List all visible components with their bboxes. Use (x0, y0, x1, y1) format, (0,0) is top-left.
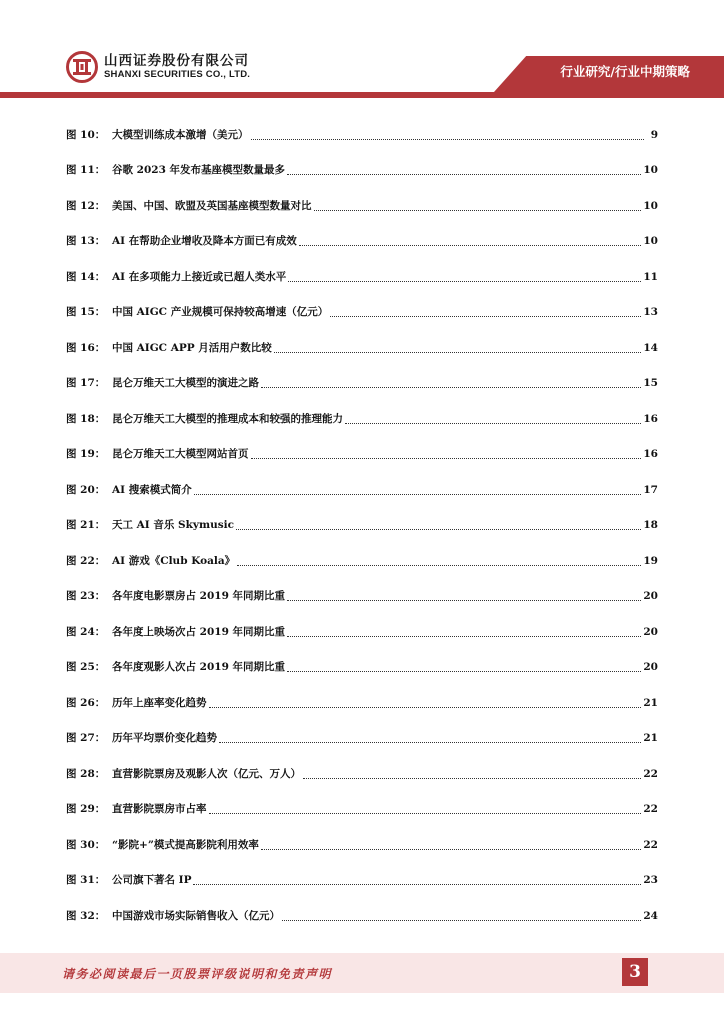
toc-row[interactable] (66, 756, 658, 792)
page-ref: 24 (643, 909, 658, 922)
page-ref: 10 (643, 164, 658, 177)
figure-title: AI 在帮助企业增收及降本方面已有成效 (112, 235, 297, 248)
toc-row[interactable] (66, 543, 658, 579)
page-ref: 16 (643, 412, 658, 425)
dot-leader (287, 635, 641, 637)
toc-row[interactable] (66, 153, 658, 189)
figure-number: 图 15： (66, 306, 106, 319)
toc-row[interactable] (66, 898, 658, 934)
figure-title: 大模型训练成本激增（美元） (112, 128, 249, 141)
figure-title: AI 在多项能力上接近或已超人类水平 (112, 270, 287, 283)
page-ref: 21 (643, 732, 658, 745)
company-logo (66, 50, 250, 84)
dot-leader (288, 280, 641, 282)
dot-leader (193, 883, 641, 885)
figure-title: 中国游戏市场实际销售收入（亿元） (112, 909, 280, 922)
figure-number: 图 18： (66, 412, 106, 425)
dot-leader (287, 599, 641, 601)
figure-number: 图 23： (66, 590, 106, 603)
dot-leader (236, 528, 641, 530)
page-header (0, 0, 724, 100)
figure-title: 中国 AIGC APP 月活用户数比较 (112, 341, 272, 354)
page-ref: 15 (643, 377, 658, 390)
toc-row[interactable] (66, 685, 658, 721)
page-ref: 21 (643, 696, 658, 709)
figure-number: 图 17： (66, 377, 106, 390)
dot-leader (261, 386, 641, 388)
figure-title: 昆仑万维天工大模型的演进之路 (112, 377, 259, 390)
figure-number: 图 21： (66, 519, 106, 532)
toc-row[interactable] (66, 188, 658, 224)
toc-row[interactable] (66, 863, 658, 899)
dot-leader (209, 706, 642, 708)
toc-row[interactable] (66, 721, 658, 757)
toc-row[interactable] (66, 472, 658, 508)
figure-number: 图 26： (66, 696, 106, 709)
page-ref: 18 (643, 519, 658, 532)
toc-row[interactable] (66, 401, 658, 437)
figure-number: 图 19： (66, 448, 106, 461)
figure-title: 昆仑万维天工大模型网站首页 (112, 448, 249, 461)
figure-number: 图 10： (66, 128, 106, 141)
figure-number: 图 31： (66, 874, 106, 887)
figure-title: AI 游戏《Club Koala》 (112, 554, 236, 567)
toc-row[interactable] (66, 366, 658, 402)
figure-number: 图 30： (66, 838, 106, 851)
dot-leader (194, 493, 642, 495)
page-ref: 19 (643, 554, 658, 567)
dot-leader (287, 173, 641, 175)
page-footer (0, 953, 724, 993)
page-ref: 22 (643, 767, 658, 780)
dot-leader (282, 919, 641, 921)
figure-number: 图 11： (66, 164, 106, 177)
dot-leader (251, 138, 645, 140)
disclaimer-note: 请务必阅读最后一页股票评级说明和免责声明 (62, 967, 333, 981)
page-ref: 10 (643, 235, 658, 248)
toc-row[interactable] (66, 330, 658, 366)
figure-title: 直营影院票房市占率 (112, 803, 207, 816)
shanxi-securities-logo-icon (66, 51, 98, 83)
figure-number: 图 22： (66, 554, 106, 567)
figure-number: 图 25： (66, 661, 106, 674)
figure-number: 图 32： (66, 909, 106, 922)
page-ref: 20 (643, 625, 658, 638)
toc-row[interactable] (66, 650, 658, 686)
figure-list (66, 117, 658, 934)
dot-leader (287, 670, 641, 672)
figure-title: 美国、中国、欧盟及英国基座模型数量对比 (112, 199, 312, 212)
toc-row[interactable] (66, 614, 658, 650)
company-name-en: SHANXI SECURITIES CO., LTD. (104, 69, 251, 80)
toc-row[interactable] (66, 827, 658, 863)
company-name-cn: 山西证券股份有限公司 (104, 53, 249, 69)
toc-row[interactable] (66, 792, 658, 828)
toc-row[interactable] (66, 508, 658, 544)
dot-leader (209, 812, 642, 814)
dot-leader (251, 457, 642, 459)
figure-number: 图 13： (66, 235, 106, 248)
figure-number: 图 14： (66, 270, 106, 283)
dot-leader (303, 777, 641, 779)
page-ref: 23 (643, 874, 658, 887)
page-ref: 13 (643, 306, 658, 319)
figure-title: 各年度上映场次占 2019 年同期比重 (112, 625, 286, 638)
dot-leader (274, 351, 642, 353)
dot-leader (345, 422, 641, 424)
figure-title: 谷歌 2023 年发布基座模型数量最多 (112, 164, 286, 177)
page-ref: 20 (643, 590, 658, 603)
report-type: 行业研究/行业中期策略 (560, 64, 690, 79)
page-ref: 14 (643, 341, 658, 354)
dot-leader (299, 244, 642, 246)
toc-row[interactable] (66, 295, 658, 331)
page-ref: 11 (643, 270, 658, 283)
page-ref: 9 (650, 128, 658, 141)
company-name (104, 53, 250, 81)
dot-leader (219, 741, 641, 743)
figure-title: 天工 AI 音乐 Skymusic (112, 519, 235, 532)
figure-title: 直营影院票房及观影人次（亿元、万人） (112, 767, 301, 780)
toc-row[interactable] (66, 579, 658, 615)
page-ref: 22 (643, 803, 658, 816)
dot-leader (330, 315, 641, 317)
figure-title: 中国 AIGC 产业规模可保持较高增速（亿元） (112, 306, 329, 319)
toc-row[interactable] (66, 224, 658, 260)
toc-row[interactable] (66, 117, 658, 153)
dot-leader (237, 564, 641, 566)
figure-title: 各年度观影人次占 2019 年同期比重 (112, 661, 286, 674)
figure-number: 图 29： (66, 803, 106, 816)
figure-number: 图 20： (66, 483, 106, 496)
page-ref: 20 (643, 661, 658, 674)
figure-title: 公司旗下著名 IP (112, 874, 192, 887)
figure-number: 图 27： (66, 732, 106, 745)
page-ref: 17 (643, 483, 658, 496)
figure-title: “影院+”模式提高影院利用效率 (112, 838, 259, 851)
figure-title: 历年上座率变化趋势 (112, 696, 207, 709)
dot-leader (261, 848, 641, 850)
figure-title: 历年平均票价变化趋势 (112, 732, 217, 745)
figure-number: 图 28： (66, 767, 106, 780)
figure-title: 昆仑万维天工大模型的推理成本和较强的推理能力 (112, 412, 343, 425)
page-ref: 22 (643, 838, 658, 851)
toc-row[interactable] (66, 259, 658, 295)
page-number: 3 (622, 958, 648, 986)
page-ref: 10 (643, 199, 658, 212)
figure-title: AI 搜索模式简介 (112, 483, 192, 496)
toc-row[interactable] (66, 437, 658, 473)
header-band (0, 92, 724, 98)
figure-number: 图 16： (66, 341, 106, 354)
figure-title: 各年度电影票房占 2019 年同期比重 (112, 590, 286, 603)
figure-number: 图 24： (66, 625, 106, 638)
dot-leader (314, 209, 642, 211)
page-ref: 16 (643, 448, 658, 461)
figure-number: 图 12： (66, 199, 106, 212)
